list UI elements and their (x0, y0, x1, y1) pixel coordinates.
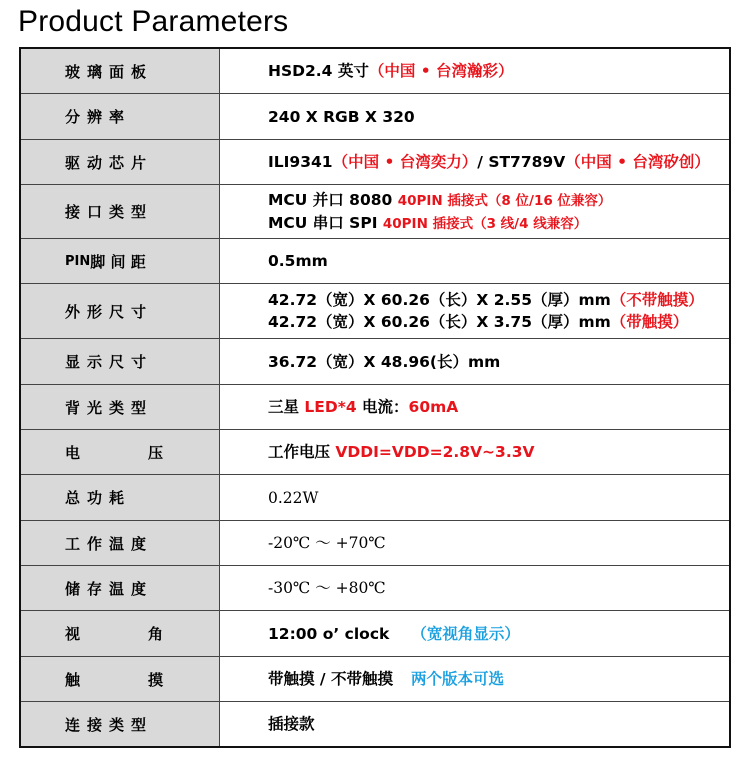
row-label: 背光类型 (21, 385, 220, 429)
row-label: 触 摸 (21, 657, 220, 701)
table-row (21, 49, 729, 94)
row-label: 外形尺寸 (21, 284, 220, 338)
row-value: -30℃ ～ +80℃ (268, 579, 386, 597)
row-value: 三星 LED*4 电流：60mA (268, 398, 459, 416)
row-label: 驱动芯片 (21, 140, 220, 184)
row-label: 玻璃面板 (21, 49, 220, 93)
row-value: 240 X RGB X 320 (268, 107, 415, 126)
row-value: ILI9341（中国 • 台湾奕力）/ ST7789V（中国 • 台湾矽创） (268, 153, 710, 171)
table-row (21, 566, 729, 611)
table-row (21, 339, 729, 385)
row-label: 工作温度 (21, 521, 220, 565)
row-value: -20℃ ～ +70℃ (268, 534, 386, 552)
row-label: 分辨率 (21, 94, 220, 139)
table-row (21, 284, 729, 339)
row-value: 带触摸 / 不带触摸 两个版本可选 (268, 670, 504, 688)
table-row (21, 385, 729, 430)
row-label: PIN 脚 间 距 (21, 239, 220, 283)
table-row (21, 475, 729, 521)
table-row (21, 611, 729, 657)
parameters-table (19, 47, 731, 748)
row-value: 工作电压 VDDI=VDD=2.8V~3.3V (268, 443, 535, 461)
table-row (21, 521, 729, 566)
row-label: 总功耗 (21, 475, 220, 520)
table-row (21, 140, 729, 185)
row-value: MCU 并口 8080 40PIN 插接式（8 位/16 位兼容） MCU 串口 SPI 40PIN 插接式（3 线/4 线兼容） (268, 190, 612, 232)
row-label: 储存温度 (21, 566, 220, 610)
row-value: 插接款 (268, 715, 315, 733)
row-label: 电 压 (21, 430, 220, 474)
table-row (21, 185, 729, 239)
row-value: 36.72（宽）X 48.96(长）mm (268, 352, 501, 371)
page-title: Product Parameters (18, 5, 289, 38)
row-label: 视 角 (21, 611, 220, 656)
table-row (21, 94, 729, 140)
table-row (21, 657, 729, 702)
table-row (21, 239, 729, 284)
row-value: 0.22W (268, 488, 319, 507)
row-value: 42.72（宽）X 60.26（长）X 2.55（厚）mm（不带触摸） 42.72（宽）X 60.26（长）X 3.75（厚）mm（带触摸） (268, 291, 704, 331)
table-row (21, 430, 729, 475)
table-row (21, 702, 729, 746)
row-label: 接口类型 (21, 185, 220, 238)
row-value: 0.5mm (268, 252, 328, 270)
row-label: 显示尺寸 (21, 339, 220, 384)
row-value: 12:00 o’ clock （宽视角显示） (268, 624, 520, 643)
row-label: 连接类型 (21, 702, 220, 746)
row-value: HSD2.4 英寸（中国 • 台湾瀚彩） (268, 62, 514, 80)
